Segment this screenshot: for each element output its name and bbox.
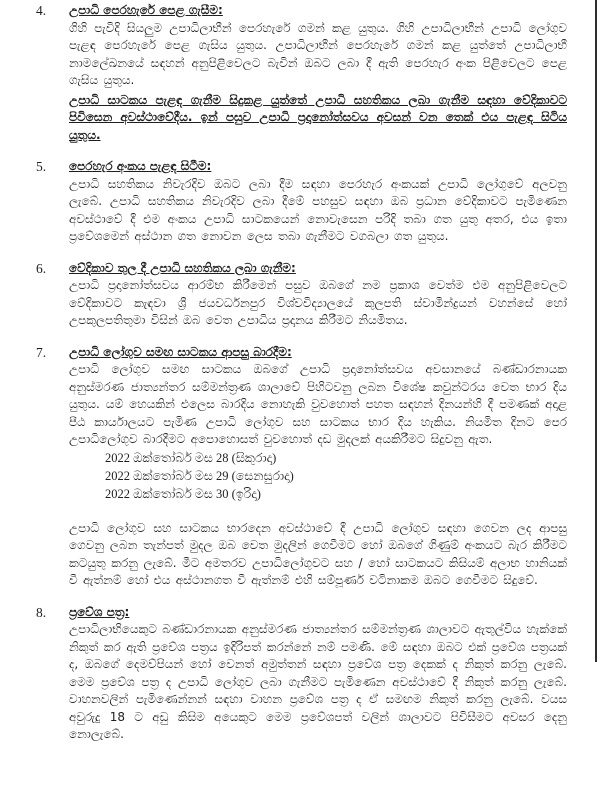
- return-dates-list: [105, 449, 567, 503]
- item-content: [69, 344, 567, 590]
- list-item-4: [36, 2, 567, 144]
- item-content: [69, 2, 567, 144]
- item-number: 8.: [36, 604, 47, 620]
- item-content: [69, 158, 567, 246]
- list-item-5: [36, 158, 567, 246]
- item-body-continued: උපාධි ලෝගුව සහ සාටකය භාරදෙන අවස්ථාවේ දී උපාධි ලෝගුව සඳහා ගෙවන ලද ආපසු ගෙවනු ලබන තැන්පත් මුදල ඔබ වෙත මුදලින් ගෙවීමට හෝ ඔබගේ ගිණුම් අංකයට බැර කිරීමට කටයුතු කරනු ලැබේ. මීට අමතරව උපාධිලෝගුවට සහ / හෝ සාටකයට කිසියම් අලාභ හානියක් වී ඇත්නම් හෝ එය අස්ථානගත වී ඇත්නම් එහි සම්පූර්ණ වටිනාකම ඔබට ගෙවීමට සිදුවේ.: [69, 520, 567, 587]
- scan-page-edge-line: [595, 0, 597, 662]
- return-date: 2022 ඔක්තෝබර් මස 28 (සිකුරාදා): [105, 450, 277, 465]
- list-item-7: [36, 344, 567, 590]
- item-heading: ප්‍රවේශ පත්‍ර:: [69, 604, 130, 619]
- item-heading: උපාධි ලෝගුව සමඟ සාටකය ආපසු බාරදීම:: [69, 344, 292, 359]
- item-body: උපාධිලාභියෙකුට බණ්ඩාරනායක අනුස්මරණ ජාත්‍යන්තර සම්මන්ත්‍රණ ශාලාවට ඇතුල්විය හැක්කේ නිකුත් කර ඇති ප්‍රවේශ පත්‍රය ඉදිරිපත් කරන්නේ නම් පමණි. මේ සඳහා ඔබට එක් ප්‍රවේශ පත්‍රයක් ද, ඔබගේ දෙමව්පියන් හෝ වෙනත් අමුත්තන් සඳහා ප්‍රවේශ පත්‍ර දෙකක් ද නිකුත් කරනු ලැබේ. මෙම ප්‍රවේශ පත්‍ර ද උපාධි ලෝගුව ලබා ගැනීමට පැමිණෙන අවස්ථාවේ දී නිකුත් කරනු ලැබේ. වාහනවලින් පැමිණෙන්නන් සඳහා වාහන ප්‍රවේශ පත්‍ර ද ඒ සමඟම නිකුත් කරනු ලැබේ. වයස අවුරුදු 18 ට අඩු කිසිම අයෙකුට මෙම ප්‍රවේශපත් වලින් ශාලාවට පිවිසීමට අවසර දෙනු නොලැබේ.: [69, 622, 567, 741]
- item-emphasis-paragraph: උපාධි සාටකය පැළඳ ගැනීම සිදුකළ යුත්තේ උපාධි සහතිකය ලබා ගැනීම සඳහා වේදිකාවට පිවිසෙන අවස්ථාවේදීය. ඉන් පසුව උපාධි ප්‍රදානෝත්සවය අවසන් වන තෙක් එය පැළඳ සිටිය යුතුය.: [69, 92, 567, 142]
- item-body: උපාධි සහතිකය නිවැරදිව ඔබට ලබා දීම සඳහා පෙරහැර අංකයක් උපාධි ලෝගුවේ අලවනු ලැබේ. උපාධි සහතිකය නිවැරදිව ලබා දීමේ පහසුව සඳහා ඔබ ප්‍රධාන වේදිකාවට පැමිණෙන අවස්ථාවේ දී එම අංකය උපාධි සාටකයෙන් නොවැසෙන පරිදි තබා ගත යුතු අතර, එය ඉතා ප්‍රවේශමෙන් අස්ථාන ගත නොවන ලෙස තබා ගැනීමට වගබලා ගත යුතුය.: [69, 176, 567, 243]
- item-number: 7.: [36, 344, 47, 360]
- item-number: 4.: [36, 3, 47, 18]
- item-number: 6.: [36, 260, 47, 276]
- item-content: [69, 604, 567, 744]
- item-heading: වේදිකාව තුල දී උපාධි සහතිකය ලබා ගැනීම:: [69, 260, 296, 275]
- item-content: [69, 260, 567, 330]
- item-heading: පෙරහැර අංකය පැළඳ සිටීම:: [69, 159, 212, 173]
- item-body: උපාධි ලෝගුව සමඟ සාටකය ඔබගේ උපාධි ප්‍රදානෝත්සවය අවසානයේ බණ්ඩාරනායක අනුස්මරණ ජාත්‍යන්තර සම්මන්ත්‍රණ ශාලාවේ පිහිටවනු ලබන විශේෂ කවුන්ටරය වෙත භාර දිය යුතුය. යම් හෙයකින් එලෙස බාරදිය නොහැකි වුවහොත් පහත සඳහන් දිනයන්හි දී පමණක් අදාළ පීඨ කාර්යාලයට පැමිණ උපාධි ලෝගුව සහ සාටකය භාර දිය හැකිය. නියමිත දිනට පෙර උපාධිලෝගුව බාරදීමට අපොහොසත් වුවහොත් දඩ මුදලක් අයකිරීමට සිදුවනු ඇත.: [69, 362, 567, 446]
- item-heading: උපාධි පෙරහැරේ පෙළ ගැසීම:: [69, 3, 223, 17]
- list-item-6: [36, 260, 567, 330]
- item-number: 5.: [36, 159, 47, 174]
- item-body: උපාධි ප්‍රදානෝත්සවය ආරම්භ කිරීමෙන් පසුව ඔබගේ නම ප්‍රකාශ වෙත්ම එම අනුපිළිවෙලට වේදිකාවට කැඳවා ශ්‍රී ජයවර්ධනපුර විශ්වවිද්‍යාලයේ කුලපති ස්වාමීන්ද්‍රයන් වහන්සේ හෝ උපකුලපතිතුමා විසින් ඔබ වෙත උපාධිය ප්‍රදානය කිරීමට නියමිතය.: [69, 278, 567, 327]
- return-date: 2022 ඔක්තෝබර් මස 30 (ඉරිදා): [105, 486, 261, 501]
- item-body: ගිහි පැවිදි සියලුම උපාධිලාභීන් පෙරහැරේ ගමන් කළ යුතුය. ගිහි උපාධිලාභීන් උපාධි ලෝගුව පැළඳ පෙරහැරේ පෙළ ගැසිය යුතුය. උපාධිලාභීන් පෙරහැරේ ගමන් කළ යුත්තේ උපාධිලාභී නාමලේඛනයේ සඳහන් අනුපිළිවෙලට බැවින් ඔබට ලබා දී ඇති පෙරහැර අංක පිළිවෙලට පෙළ ගැසිය යුතුය.: [69, 20, 567, 87]
- list-item-8: [36, 604, 567, 744]
- return-date: 2022 ඔක්තෝබර් මස 29 (සෙනසුරාදා): [105, 468, 294, 483]
